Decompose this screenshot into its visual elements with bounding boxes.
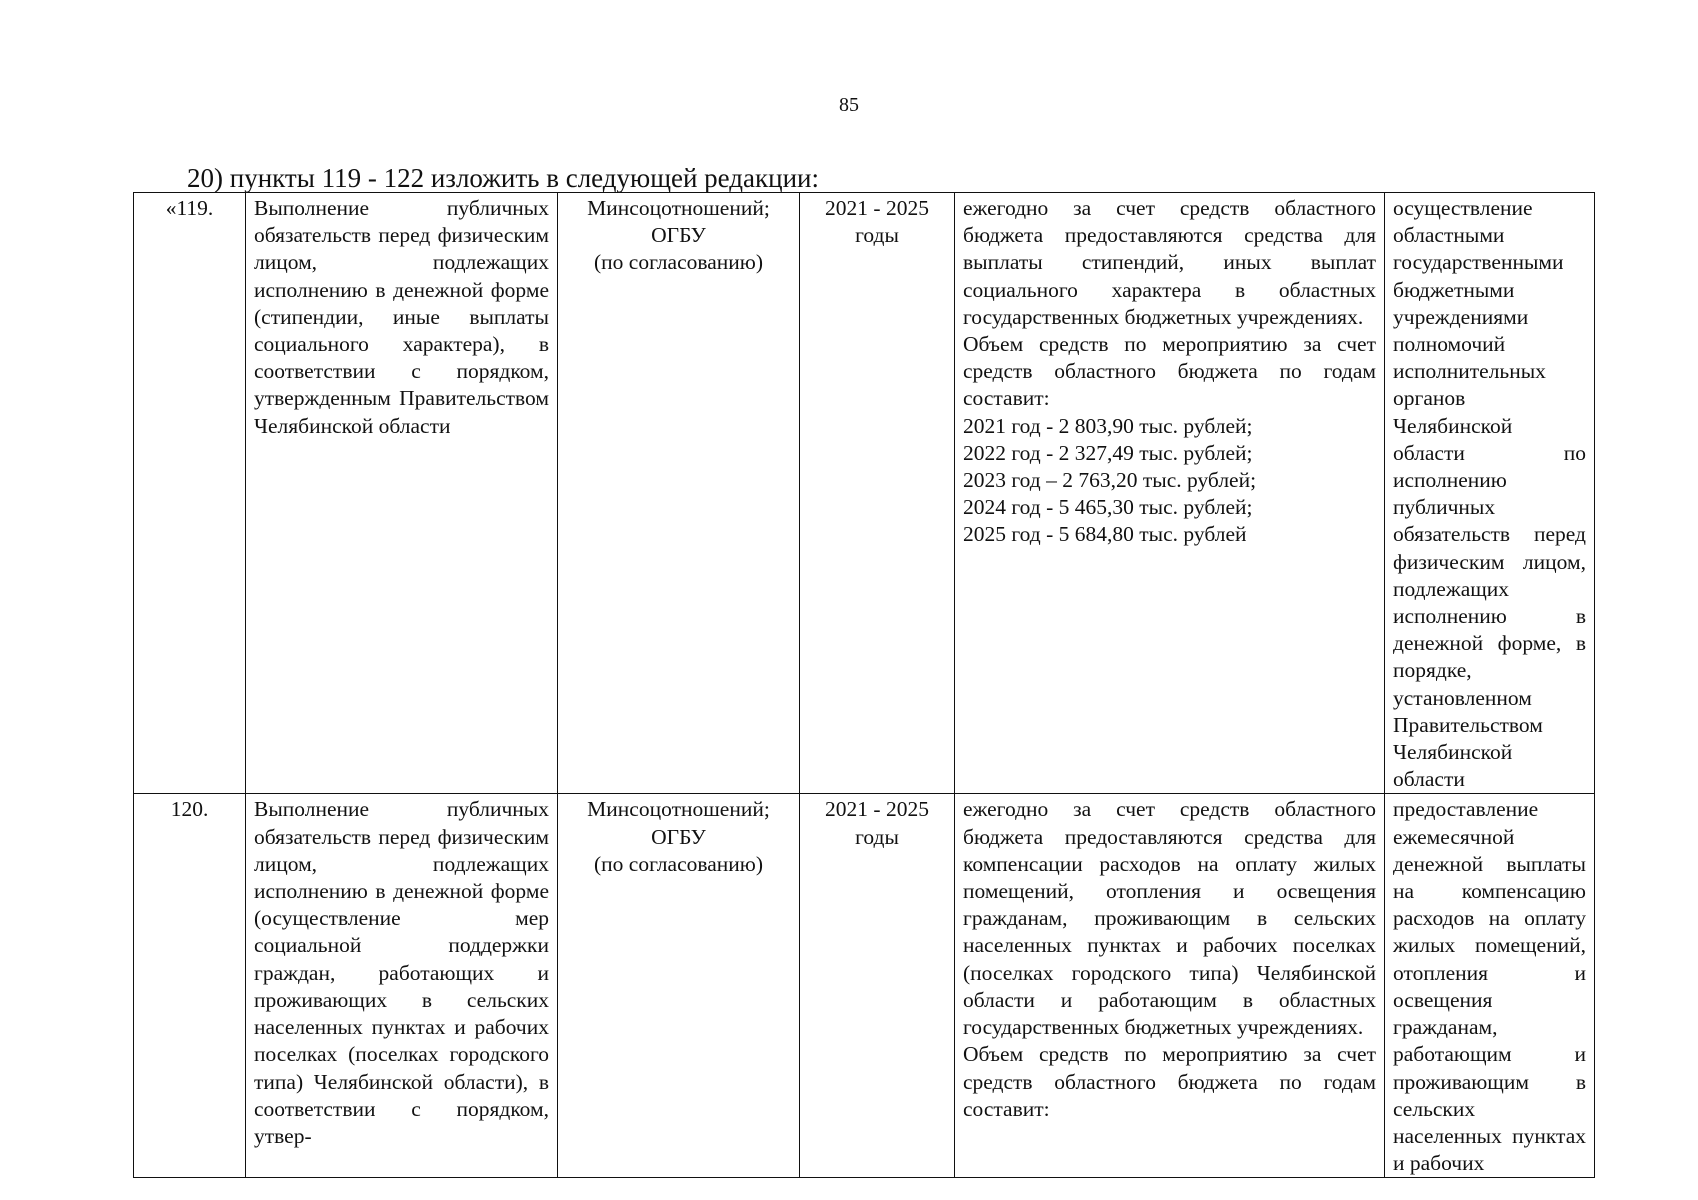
period-unit: годы [855, 223, 899, 248]
amendment-intro: 20) пункты 119 - 122 изложить в следующей редакции: [187, 163, 819, 193]
measures-table [133, 192, 1595, 1178]
responsible-executor [558, 193, 800, 794]
table-row [134, 193, 1595, 794]
executor-line: Минсоцотношений; [587, 196, 770, 220]
table-row [134, 794, 1595, 1178]
expected-result: предоставление ежемесячной денежной выплаты на компенсацию расходов на оплату жилых помещений, отопления и освещения гражданам, работающим и проживающим в сельских населенных пунктах и рабочих [1385, 794, 1595, 1178]
period-years: 2021 - 2025 [825, 196, 929, 220]
item-number: «119. [134, 193, 246, 794]
volume-year: 2021 год - 2 803,90 тыс. рублей; [963, 413, 1253, 438]
executor-line: ОГБУ [651, 223, 706, 248]
volume-intro: Объем средств по мероприятию за счет средств областного бюджета по годам составит: [963, 332, 1376, 411]
volume-year: 2023 год – 2 763,20 тыс. рублей; [963, 468, 1257, 493]
description-text: ежегодно за счет средств областного бюджета предоставляются средства для компенсации расходов на оплату жилых помещений, отопления и освещения гражданам, проживающим в сельских населенных пунктах и рабочих поселках (поселках городского типа) Челябинской области и работающим в областных государственных бюджетных учреждениях. [963, 797, 1376, 1040]
item-number: 120. [134, 794, 246, 1178]
implementation-period [800, 193, 955, 794]
executor-line: Минсоцотношений; [587, 797, 770, 822]
volume-intro: Объем средств по мероприятию за счет средств областного бюджета по годам составит: [963, 1042, 1376, 1121]
measure-description [955, 794, 1385, 1178]
measure-name: Выполнение публичных обязательств перед физическим лицом, подлежащих исполнению в денежной форме (осуществление мер социальной поддержки граждан, работающих и проживающих в сельских населенных пунктах и рабочих поселках (поселках городского типа) Челябинской области), в соответствии с порядком, утвер- [246, 794, 558, 1178]
period-years: 2021 - 2025 [825, 797, 929, 822]
executor-line: (по согласованию) [593, 851, 764, 876]
executor-line: (по согласованию) [593, 250, 764, 275]
period-unit: годы [855, 824, 899, 849]
measure-name: Выполнение публичных обязательств перед физическим лицом, подлежащих исполнению в денежной форме (стипендии, иные выплаты социального характера), в соответствии с порядком, утвержденным Правительством Челябинской области [246, 193, 558, 794]
page-number: 85 [839, 94, 859, 116]
expected-result: осуществление областными государственными бюджетными учреждениями полномочий исполнительных органов Челябинской области по исполнению публичных обязательств перед физическим лицом, подлежащих исполнению в денежной форме, в порядке, установленном Правительством Челябинской области [1385, 193, 1595, 794]
volume-year: 2022 год - 2 327,49 тыс. рублей; [963, 440, 1253, 465]
volume-year: 2025 год - 5 684,80 тыс. рублей [963, 522, 1247, 547]
implementation-period [800, 794, 955, 1178]
description-text: ежегодно за счет средств областного бюджета предоставляются средства для выплаты стипендий, иных выплат социального характера в областных государственных бюджетных учреждениях. [963, 196, 1376, 329]
executor-line: ОГБУ [651, 824, 706, 849]
responsible-executor [558, 794, 800, 1178]
measure-description [955, 193, 1385, 794]
volume-year: 2024 год - 5 465,30 тыс. рублей; [963, 495, 1253, 520]
